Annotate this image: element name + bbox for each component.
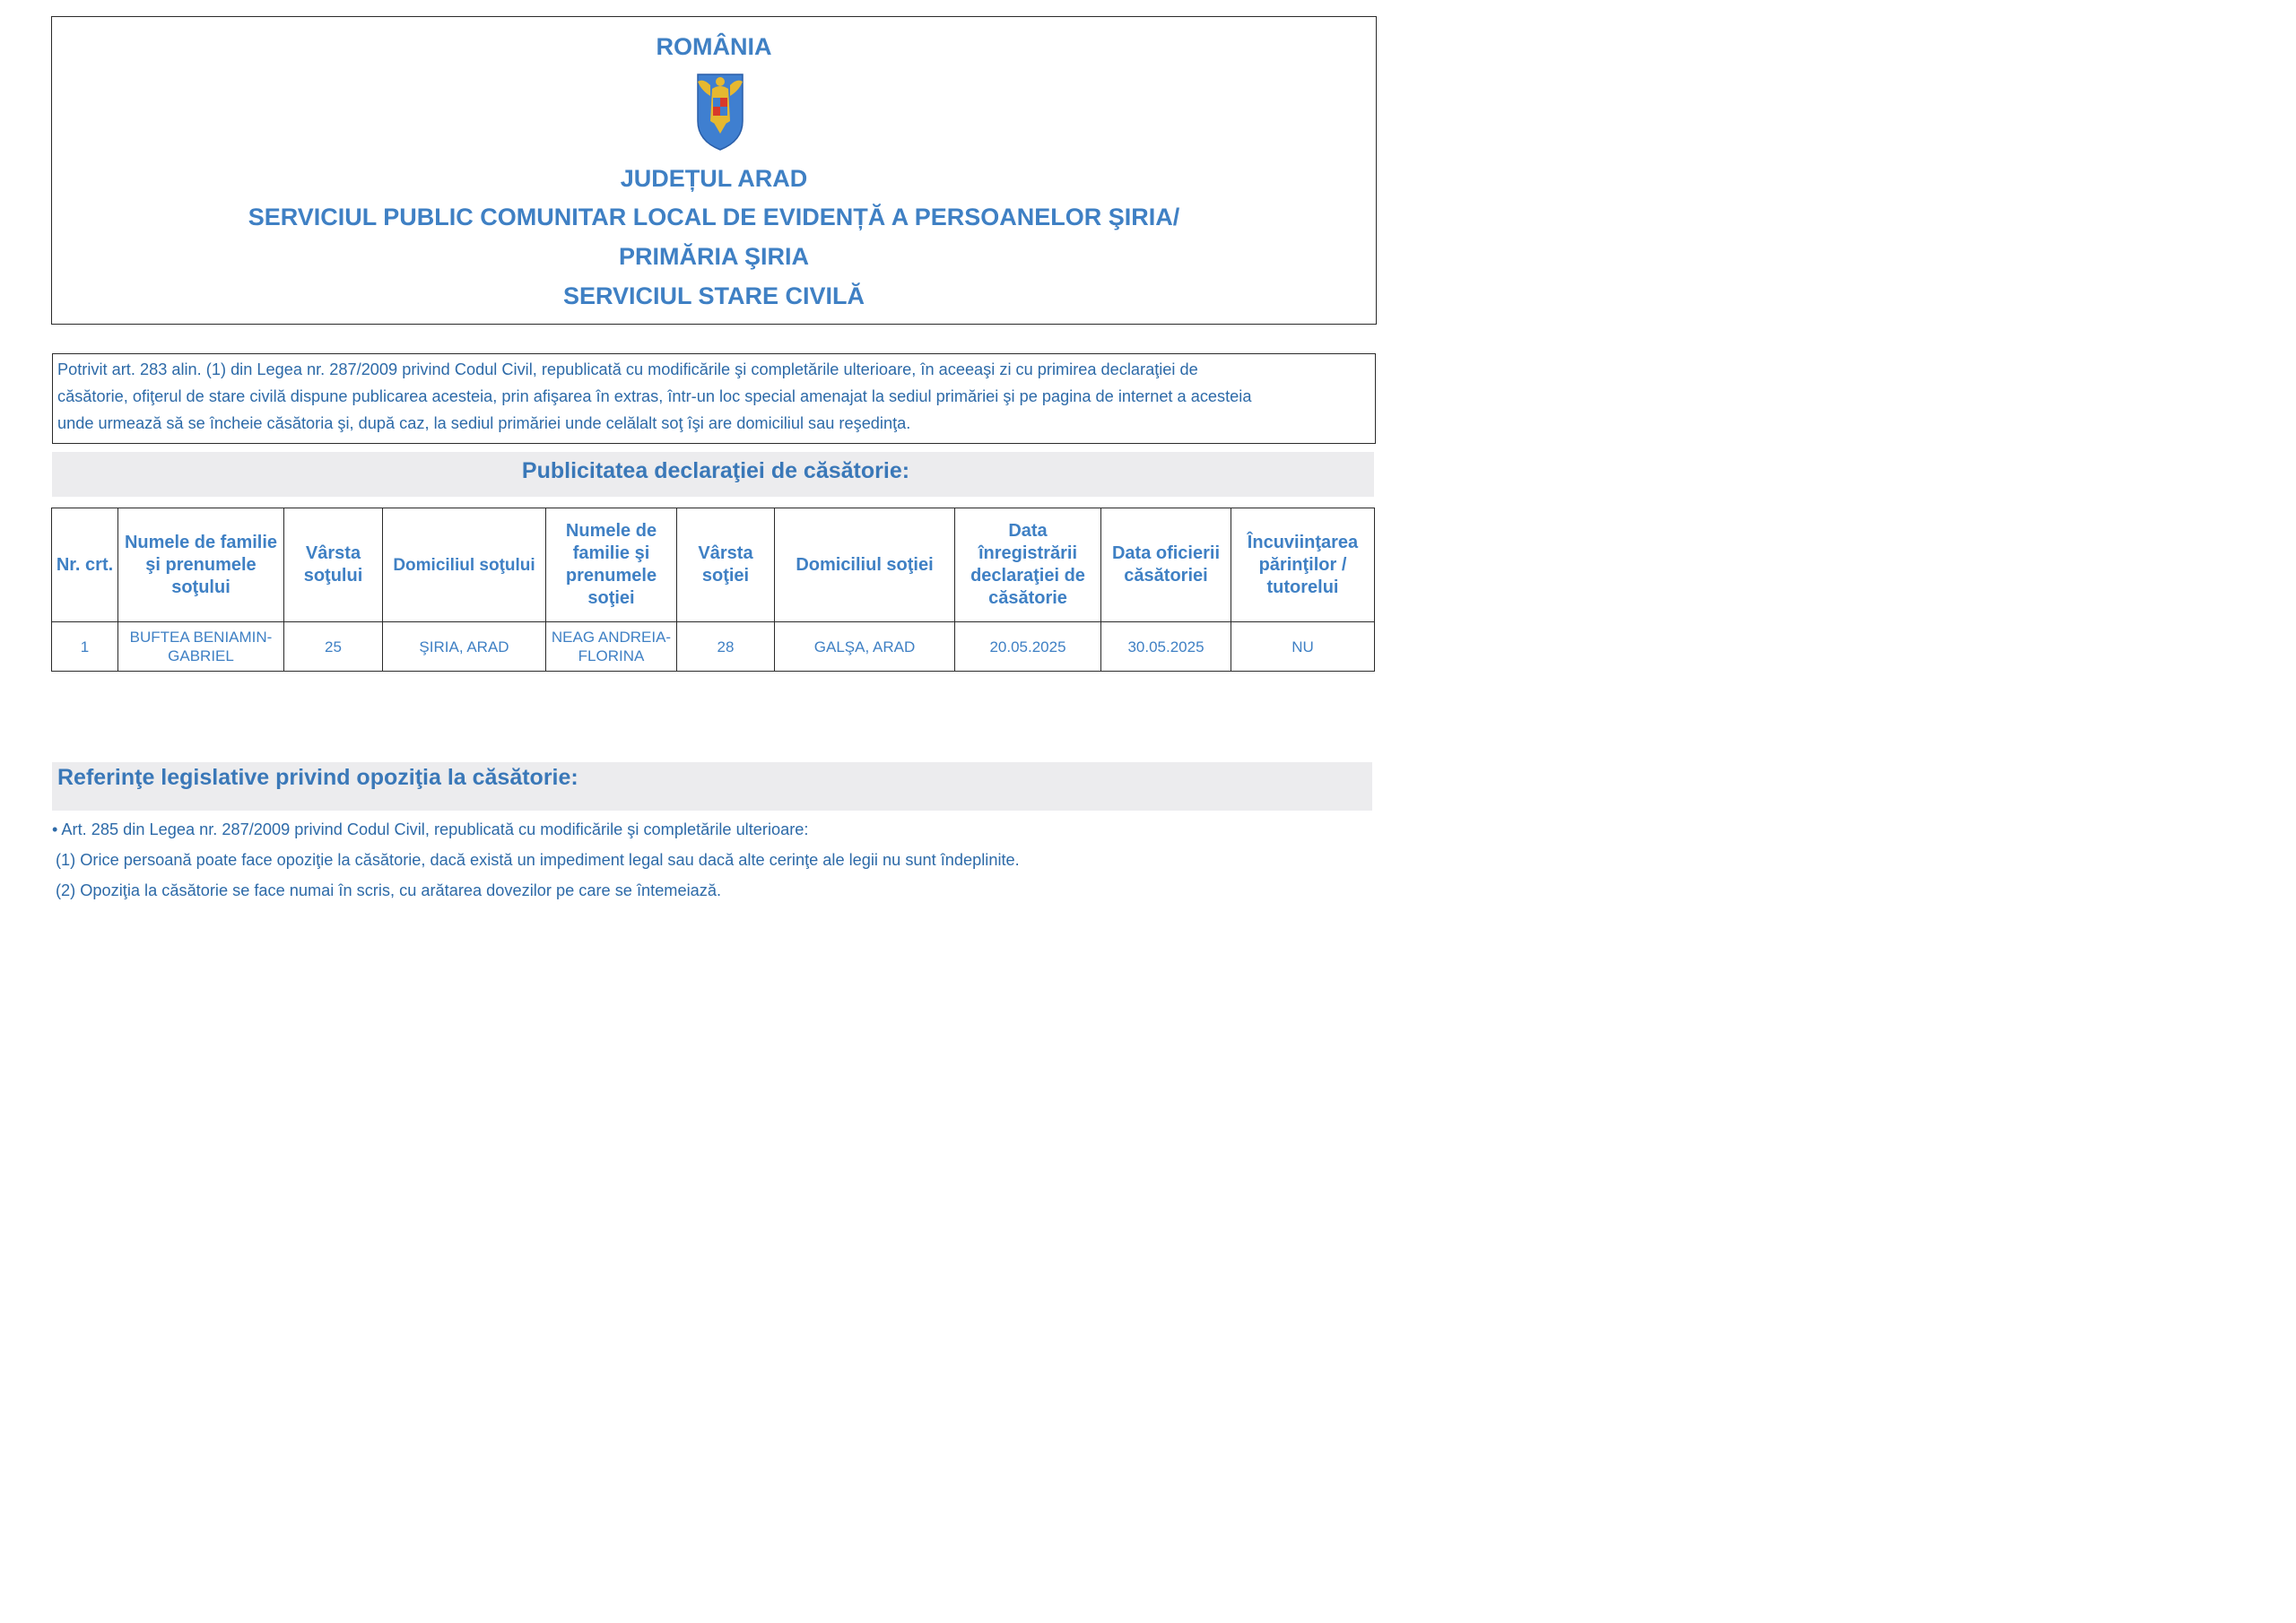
table-cell: 1 [52, 622, 118, 672]
romania-coat-of-arms-icon [692, 69, 748, 152]
column-header: Numele de familie şi prenumele soţului [118, 508, 284, 622]
table-cell: 20.05.2025 [955, 622, 1101, 672]
table-header-row [52, 508, 1375, 622]
service-line: SERVICIUL PUBLIC COMUNITAR LOCAL DE EVIDENȚĂ A PERSOANELOR ŞIRIA/ [248, 204, 1180, 230]
country-title: ROMÂNIA [656, 33, 772, 60]
column-header: Data oficierii căsătoriei [1101, 508, 1231, 622]
declaration-table [51, 508, 1375, 672]
county-line: JUDEȚUL ARAD [620, 165, 808, 192]
header-box [51, 16, 1377, 325]
table-cell: BUFTEA BENIAMIN-GABRIEL [118, 622, 284, 672]
legal-ref-item: • Art. 285 din Legea nr. 287/2009 privind Codul Civil, republicată cu modificările şi completările ulterioare: [52, 820, 809, 838]
column-header: Numele de familie şi prenumele soţiei [546, 508, 677, 622]
column-header: Domiciliul soţului [383, 508, 546, 622]
civil-status-line: SERVICIUL STARE CIVILĂ [562, 282, 865, 309]
law-notice-line: unde urmează să se încheie căsătoria şi, după caz, la sediul primăriei unde celălalt soţ îşi are domiciliul sau reşedinţa. [57, 414, 911, 432]
column-header: Data înregistrării declaraţiei de căsătorie [955, 508, 1101, 622]
law-notice-line: Potrivit art. 283 alin. (1) din Legea nr. 287/2009 privind Codul Civil, republicată cu modificările şi completările ulterioare, în aceeaşi zi cu primirea declaraţiei de [57, 360, 1198, 378]
law-notice-line: căsătorie, ofiţerul de stare civilă dispune publicarea acesteia, prin afişarea în extras, într-un loc special amenajat la sediul primăriei şi pe pagina de internet a acesteia [57, 387, 1252, 405]
column-header: Vârsta soţului [284, 508, 383, 622]
legal-ref-item: (2) Opoziţia la căsătorie se face numai în scris, cu arătarea dovezilor pe care se întemeiază. [56, 881, 721, 899]
table-cell: ŞIRIA, ARAD [383, 622, 546, 672]
column-header: Domiciliul soţiei [775, 508, 955, 622]
column-header: Nr. crt. [52, 508, 118, 622]
table-row [52, 622, 1375, 672]
town-hall-line: PRIMĂRIA ŞIRIA [618, 243, 809, 270]
column-header: Vârsta soţiei [677, 508, 775, 622]
table-cell: 30.05.2025 [1101, 622, 1231, 672]
column-header: Încuviinţarea părinţilor / tutorelui [1231, 508, 1375, 622]
legal-ref-item: (1) Orice persoană poate face opoziţie la căsătorie, dacă există un impediment legal sau dacă alte cerinţe ale legii nu sunt îndeplinite. [56, 851, 1020, 869]
table-cell: NEAG ANDREIA-FLORINA [546, 622, 677, 672]
table-cell: NU [1231, 622, 1375, 672]
legal-refs-title: Referinţe legislative privind opoziţia la căsătorie: [57, 765, 578, 790]
law-notice [52, 353, 1376, 444]
publicity-title: Publicitatea declaraţiei de căsătorie: [521, 458, 910, 483]
legal-refs-list [52, 814, 1020, 906]
table-cell: 25 [284, 622, 383, 672]
table-cell: GALŞA, ARAD [775, 622, 955, 672]
table-cell: 28 [677, 622, 775, 672]
